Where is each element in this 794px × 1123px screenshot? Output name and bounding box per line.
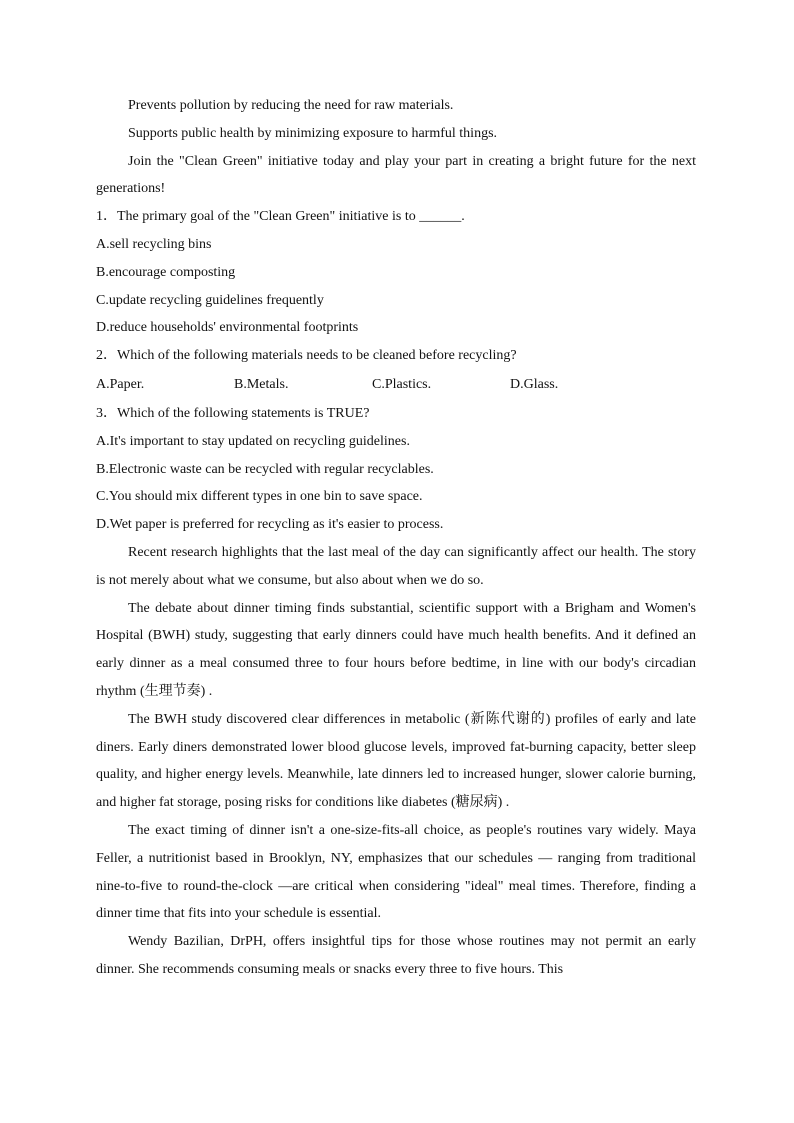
question-2-option-d: D.Glass. [510, 376, 559, 392]
passage-paragraph-4: The exact timing of dinner isn't a one-size-fits-all choice, as people's routines vary widely. Maya Feller, a nutritionist based in Brooklyn, NY, emphasizes that our schedules — ranging from traditional nine-to-five to round-the-clock —are critical when considering "ideal" meal times. Therefore, finding a dinner time that fits into your schedule is essential. [96, 822, 696, 922]
intro-benefit-2: Supports public health by minimizing exposure to harmful things. [128, 125, 498, 141]
question-2-option-b: B.Metals. [234, 376, 289, 392]
question-3-option-c: C.You should mix different types in one bin to save space. [96, 489, 423, 505]
question-1-stem: 1．The primary goal of the "Clean Green" initiative is to ______. [96, 209, 465, 225]
intro-benefit-1: Prevents pollution by reducing the need for raw materials. [128, 98, 454, 113]
passage-paragraph-2: The debate about dinner timing finds substantial, scientific support with a Brigham and Women's Hospital (BWH) study, suggesting that early dinners could have much health benefits. And it defined an early dinner as a meal consumed three to four hours before bedtime, in line with our body's circadian rhythm (生理节奏) . [96, 600, 696, 699]
question-3-option-a: A.It's important to stay updated on recycling guidelines. [96, 433, 410, 449]
question-1-option-a: A.sell recycling bins [96, 236, 212, 252]
question-3-option-b: B.Electronic waste can be recycled with regular recyclables. [96, 461, 434, 477]
question-1-option-c: C.update recycling guidelines frequently [96, 292, 324, 308]
intro-closing: Join the "Clean Green" initiative today and play your part in creating a bright future for the next generations! [96, 153, 696, 197]
question-2-stem: 2．Which of the following materials needs to be cleaned before recycling? [96, 348, 517, 364]
question-1-option-d: D.reduce households' environmental footprints [96, 320, 359, 336]
document-body [96, 92, 696, 984]
passage-paragraph-5: Wendy Bazilian, DrPH, offers insightful tips for those whose routines may not permit an early dinner. She recommends consuming meals or snacks every three to five hours. This [96, 934, 696, 977]
passage-paragraph-1: Recent research highlights that the last meal of the day can significantly affect our health. The story is not merely about what we consume, but also about when we do so. [96, 544, 696, 588]
question-1-option-b: B.encourage composting [96, 264, 236, 280]
question-2-option-c: C.Plastics. [372, 376, 432, 392]
question-2-option-a: A.Paper. [96, 376, 145, 392]
passage-paragraph-3: The BWH study discovered clear differences in metabolic (新陈代谢的) profiles of early and late diners. Early diners demonstrated lower blood glucose levels, improved fat-burning capacity, better sleep quality, and higher energy levels. Meanwhile, late dinners led to increased hunger, slower calorie burning, and higher fat storage, posing risks for conditions like diabetes (糖尿病) . [96, 711, 696, 811]
question-3-option-d: D.Wet paper is preferred for recycling as it's easier to process. [96, 517, 444, 533]
question-3-stem: 3．Which of the following statements is TRUE? [96, 405, 370, 421]
question-2-options [96, 370, 696, 400]
